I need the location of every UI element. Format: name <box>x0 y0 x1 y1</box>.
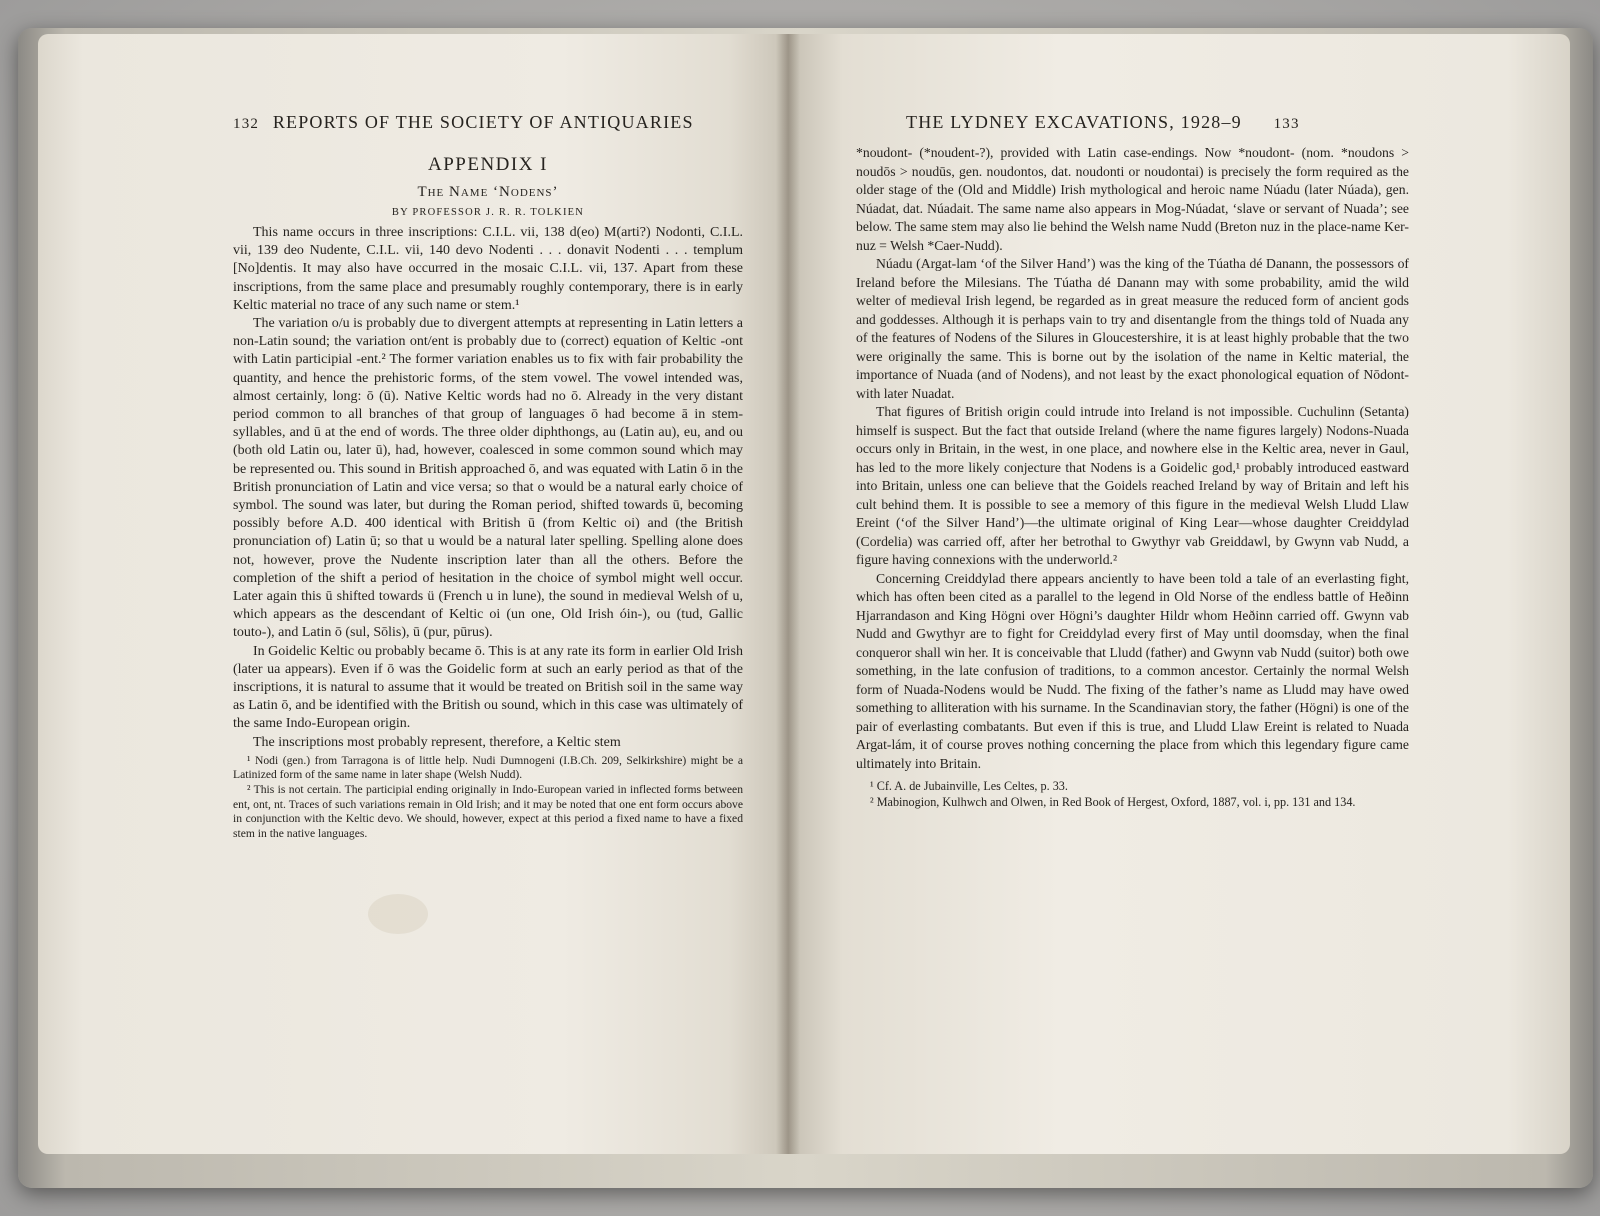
body-paragraph: *noudont- (*noudent-?), provided with Latin case-endings. Now *noudont- (nom. *noudons > noudōs > noudūs, gen. noudontos, dat. noudonti or noudontai) is precisely the form required as the older stage of the (Old and Middle) Irish mythological and heroic name Núadu (later Núada), gen. Núadat, dat. Núadait. The same name also appears in Mog-Núadat, ‘slave or servant of Nuada’; see below. The same stem may also lie behind the Welsh name Nudd (Breton nuz in the place-name Ker-nuz = Welsh *Caer-Nudd). <box>856 145 1409 253</box>
book-gutter <box>776 34 800 1154</box>
footnote: ² Mabinogion, Kulhwch and Olwen, in Red Book of Hergest, Oxford, 1887, vol. i, pp. 131 and 134. <box>870 794 1356 809</box>
body-paragraph: This name occurs in three inscriptions: C.I.L. vii, 138 d(eo) M(arti?) Nodonti, C.I.L. vii, 139 deo Nudente, C.I.L. vii, 140 devo Nodenti . . . donavit Nodenti . . . templum [No]dentis. It may also have occurred in the mosaic C.I.L. vii, 137. Apart from these inscriptions, from the same place and presumably roughly contemporary, there is in early Keltic material no trace of any such name or stem.¹ <box>233 225 743 313</box>
right-footnotes <box>856 779 1409 810</box>
right-page <box>788 34 1570 1154</box>
right-page-number: 133 <box>1273 116 1300 132</box>
right-running-title: THE LYDNEY EXCAVATIONS, 1928–9 <box>906 112 1242 132</box>
footnote: ¹ Nodi (gen.) from Tarragona is of little help. Nudi Dumnogeni (I.B.Ch. 209, Selkirkshire) might be a Latinized form of the same name in later shape (Welsh Nudd). <box>233 753 743 782</box>
appendix-title: APPENDIX I <box>427 154 549 175</box>
right-page-content <box>856 144 1409 810</box>
body-paragraph: That figures of British origin could intrude into Ireland is not impossible. Cuchulinn (Setanta) himself is suspect. But the fact that outside Ireland (where the name figures largely) Nodons-Nuada occurs only in Britain, in the west, in one place, and nowhere else in the Keltic area, never in Gaul, has led to the more likely conjecture that Nodens is a Goidelic god,¹ probably introduced eastward into Britain, unless one can believe that the Goidels reached Ireland by way of Britain and left his cult behind them. It is possible to see a memory of this figure in the medieval Welsh Lludd Llaw Ereint (‘of the Silver Hand’)—the ultimate original of King Lear—whose daughter Creiddylad (Cordelia) was carried off, after her betrothal to Gwythyr vab Greiddawl, by Gwynn vab Nudd, a figure having connexions with the underworld.² <box>856 404 1409 567</box>
footnote: ² This is not certain. The participial ending originally in Indo-European varied in inflected forms between ent, ont, nt. Traces of such variations remain in Old Irish; and it may be noted that one ent form occurs above in conjunction with the Keltic devo. We should, however, expect at this period a fixed name to have a fixed stem in the native languages. <box>233 783 743 840</box>
author-byline: BY PROFESSOR J. R. R. TOLKIEN <box>391 207 585 218</box>
left-running-head <box>233 112 694 133</box>
left-footnotes <box>233 754 743 842</box>
left-page <box>38 34 788 1154</box>
left-page-number: 132 <box>233 116 260 132</box>
left-running-title: REPORTS OF THE SOCIETY OF ANTIQUARIES <box>272 112 694 132</box>
body-paragraph: In Goidelic Keltic ou probably became ō. This is at any rate its form in earlier Old Irish (later ua appears). Even if ō was the Goidelic form at such an early period as that of the inscriptions, it is natural to assume that it would be treated on British soil in the same way as Latin ō, and be identified with the British ou sound, which in this case was ultimately of the same Indo-European origin. <box>233 643 743 732</box>
body-paragraph: Concerning Creiddylad there appears anciently to have been told a tale of an everlasting fight, which has often been cited as a parallel to the legend in Old Norse of the endless battle of Heðinn Hjarrandason and King Högni over Högni’s daughter Hildr whom Heðinn carried off. Gwynn vab Nudd and Gwythyr are to fight for Creiddylad every first of May until doomsday, when the final conqueror shall win her. It is conceivable that Lludd (father) and Gwynn vab Nudd (suitor) both owe something, in the late confusion of traditions, to a common ancestor. Certainly the normal Welsh form of Nuada-Nodens would be Nudd. The fixing of the father’s name as Lludd may have owed something to alliteration with his surname. In the Scandinavian story, the father (Högni) is one of the pair of everlasting combatants. But even if this is true, and Lludd Llaw Ereint is related to Nuada Argat-lám, it of course proves nothing concerning the place from which this legendary figure came ultimately into Britain. <box>856 570 1409 771</box>
appendix-subtitle: The Name ‘Nodens’ <box>417 184 559 200</box>
right-running-head <box>906 112 1300 133</box>
left-page-content <box>233 144 743 841</box>
body-paragraph: The inscriptions most probably represent, therefore, a Keltic stem <box>253 734 621 750</box>
page-stain <box>368 894 428 934</box>
body-paragraph: Núadu (Argat-lam ‘of the Silver Hand’) was the king of the Túatha dé Danann, the possessors of Ireland before the Milesians. The Túatha dé Danann may with some probability, amid the wild welter of medieval Irish legend, be regarded as in great measure the reduced form of ancient gods and goddesses. Although it is perhaps vain to try and disentangle from the things told of Nuada any of the features of Nodens of the Silures in Gloucestershire, it is at least highly probable that the two were originally the same. This is borne out by the isolation of the name in Keltic material, the importance of Nuada (and of Nodens), and not least by the exact phonological equation of Nōdont- with later Nuadat. <box>856 256 1409 401</box>
body-paragraph: The variation o/u is probably due to divergent attempts at representing in Latin letters a non-Latin sound; the variation ont/ent is probably due to (correct) equation of Keltic -ont with Latin participial -ent.² The former variation enables us to fix with fair probability the quantity, and hence the prehistoric forms, of the stem vowel. The vowel intended was, almost certainly, long: ō (ū). Native Keltic words had no ō. Already in the very distant period common to all branches of that group of languages ō had become ā in stem-syllables, and ū at the end of words. The three older diphthongs, au (Latin au), eu, and ou (both old Latin ou, later ū), had, however, coalesced in some common sound which may be represented ou. This sound in British approached ō, and was equated with Latin ō in the British pronunciation of Latin and vice versa; so that o would be a natural early choice of symbol. The sound was later, but during the Roman period, shifted towards ū, becoming possibly before A.D. 400 identical with British ū (from Keltic oi) and (the British pronunciation of) Latin ū; so that u would be a natural later spelling. Spelling alone does not, however, prove the Nudente inscription later than all the others. Before the completion of the shift a period of hesitation in the choice of symbol might well occur. Later again this ū shifted towards ü (French u in lune), the sound in medieval Welsh of u, which appears as the descendant of Keltic oi (un one, Old Irish óin-), ou (tud, Gallic touto-), and Latin ō (sul, Sōlis), ū (pur, pūrus). <box>233 316 743 641</box>
footnote: ¹ Cf. A. de Jubainville, Les Celtes, p. 33. <box>870 779 1068 793</box>
